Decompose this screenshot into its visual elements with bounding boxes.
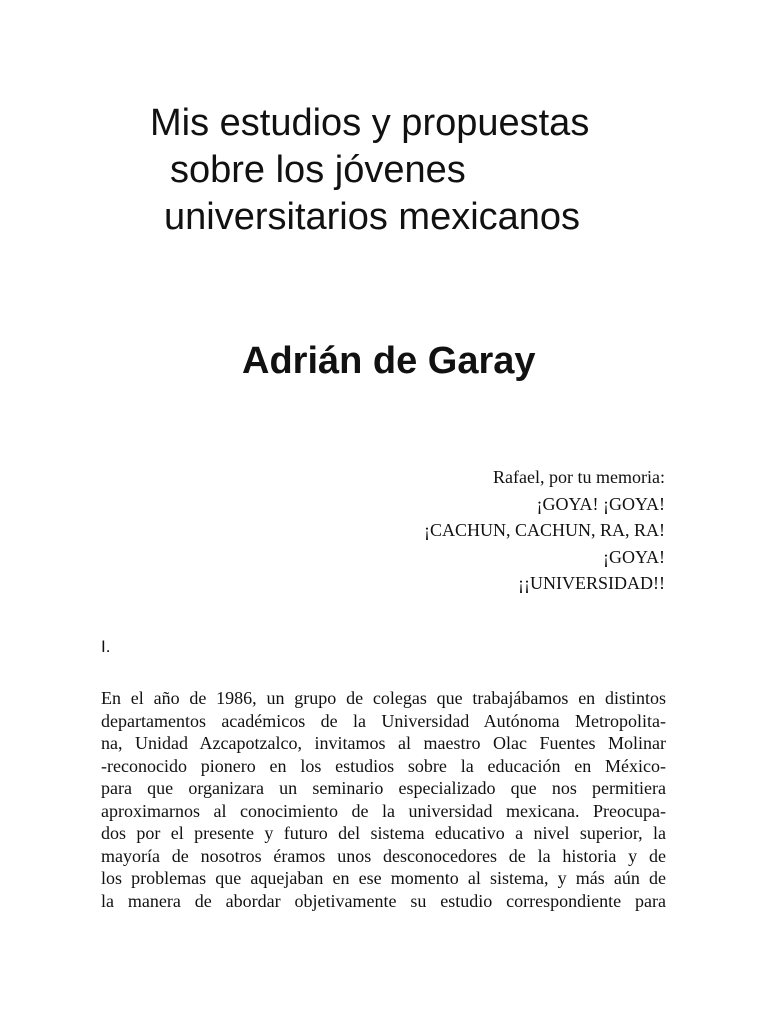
title-line: sobre los jóvenes (170, 149, 466, 191)
paragraph-line: dos por el presente y futuro del sistema educativo a nivel superior, la (101, 823, 666, 843)
epigraph (424, 464, 665, 597)
title-line: universitarios mexicanos (164, 196, 581, 238)
document-title (100, 100, 700, 241)
paragraph-line: mayoría de nosotros éramos unos desconocedores de la historia y de (101, 845, 666, 866)
epigraph-line: Rafael, por tu memoria: (493, 467, 665, 487)
paragraph-line: na, Unidad Azcapotzalco, invitamos al maestro Olac Fuentes Molinar (101, 733, 666, 753)
section-number: I. (101, 637, 111, 656)
epigraph-line: ¡CACHUN, CACHUN, RA, RA! (423, 520, 665, 540)
paragraph-line: departamentos académicos de la Universidad Autónoma Metropolita- (101, 710, 666, 731)
epigraph-line: ¡GOYA! (603, 546, 665, 567)
epigraph-line: ¡GOYA! ¡GOYA! (536, 493, 665, 514)
paragraph-line: aproximarnos al conocimiento de la universidad mexicana. Preocupa- (101, 800, 666, 821)
paragraph-line: la manera de abordar objetivamente su estudio correspondiente para (101, 890, 666, 911)
paragraph-line: En el año de 1986, un grupo de colegas que trabajábamos en distintos (101, 688, 666, 708)
body-paragraph (101, 687, 666, 912)
author-name: Adrián de Garay (242, 340, 536, 382)
paragraph-line: los problemas que aquejaban en ese momento al sistema, y más aún de (101, 868, 666, 888)
epigraph-line: ¡¡UNIVERSIDAD!! (518, 573, 665, 593)
paragraph-line: para que organizara un seminario especializado que nos permitiera (101, 778, 666, 798)
title-line: Mis estudios y propuestas (150, 102, 590, 144)
paragraph-line: -reconocido pionero en los estudios sobre la educación en México- (101, 755, 666, 776)
